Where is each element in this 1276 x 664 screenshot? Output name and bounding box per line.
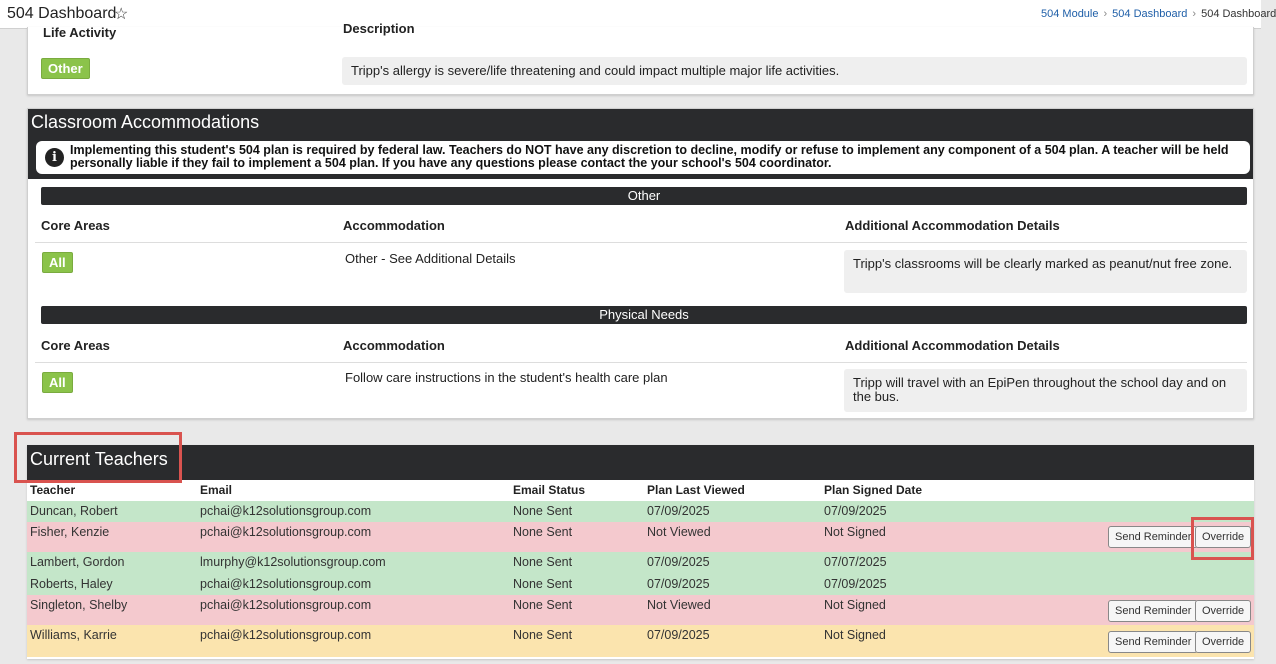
- send-reminder-button[interactable]: Send Reminder: [1108, 631, 1198, 653]
- teacher-name: Williams, Karrie: [30, 628, 117, 642]
- core-area-badge: All: [42, 372, 73, 393]
- override-button-highlight: [1191, 517, 1254, 560]
- description-header: Description: [343, 21, 415, 36]
- teacher-email: pchai@k12solutionsgroup.com: [200, 525, 372, 539]
- teacher-name: Fisher, Kenzie: [30, 525, 110, 539]
- teachers-header: [27, 445, 1254, 480]
- email-status-column-header: Email Status: [513, 483, 586, 497]
- accommodation-text: Follow care instructions in the student's health care plan: [345, 370, 668, 385]
- email-status: None Sent: [513, 555, 573, 569]
- table-row: [27, 522, 1254, 552]
- override-button[interactable]: Override: [1195, 526, 1251, 548]
- page-title: 504 Dashboard: [7, 5, 117, 22]
- breadcrumb-504-module[interactable]: 504 Module: [1041, 8, 1099, 20]
- override-button[interactable]: Override: [1195, 631, 1251, 653]
- email-status: None Sent: [513, 598, 573, 612]
- send-reminder-button[interactable]: Send Reminder: [1108, 526, 1198, 548]
- core-areas-header: Core Areas: [41, 338, 110, 353]
- teachers-title: Current Teachers: [30, 449, 168, 469]
- plan-last-viewed: 07/09/2025: [647, 504, 710, 518]
- section-bar-physical-needs: Physical Needs: [41, 306, 1247, 324]
- plan-signed-date: Not Signed: [824, 628, 886, 642]
- plan-signed-date: 07/09/2025: [824, 577, 887, 591]
- core-areas-header: Core Areas: [41, 218, 110, 233]
- current-teachers-panel: [27, 445, 1254, 659]
- teacher-email: pchai@k12solutionsgroup.com: [200, 504, 372, 518]
- classroom-accommodations-panel: [27, 108, 1254, 419]
- teacher-name: Roberts, Haley: [30, 577, 113, 591]
- details-header: Additional Accommodation Details: [845, 218, 1060, 233]
- accommodation-text: Other - See Additional Details: [345, 251, 516, 266]
- breadcrumb-504-dashboard[interactable]: 504 Dashboard: [1112, 8, 1188, 20]
- accommodations-title: Classroom Accommodations: [31, 112, 260, 132]
- teacher-email: pchai@k12solutionsgroup.com: [200, 628, 372, 642]
- teacher-email: lmurphy@k12solutionsgroup.com: [200, 555, 386, 569]
- override-button[interactable]: Override: [1195, 600, 1251, 622]
- table-row: [27, 501, 1254, 522]
- plan-signed-date: Not Signed: [824, 525, 886, 539]
- teacher-email: pchai@k12solutionsgroup.com: [200, 577, 372, 591]
- breadcrumb-current: 504 Dashboard: [1201, 8, 1276, 20]
- legal-notice: [36, 141, 1250, 174]
- plan-signed-date: 07/09/2025: [824, 504, 887, 518]
- chevron-right-icon: ›: [1192, 8, 1197, 20]
- accommodation-header: Accommodation: [343, 218, 445, 233]
- plan-signed-date: 07/07/2025: [824, 555, 887, 569]
- send-reminder-button[interactable]: Send Reminder: [1108, 600, 1198, 622]
- plan-last-viewed: Not Viewed: [647, 598, 711, 612]
- teacher-name: Singleton, Shelby: [30, 598, 128, 612]
- accommodation-header: Accommodation: [343, 338, 445, 353]
- details-header: Additional Accommodation Details: [845, 338, 1060, 353]
- section-bar-other: Other: [41, 187, 1247, 205]
- teacher-email: pchai@k12solutionsgroup.com: [200, 598, 372, 612]
- life-activity-header: Life Activity: [43, 25, 117, 40]
- info-icon: i: [45, 148, 64, 167]
- plan-signed-date-column-header: Plan Signed Date: [824, 483, 923, 497]
- current-teachers-highlight: [14, 432, 182, 483]
- email-status: None Sent: [513, 628, 573, 642]
- plan-last-viewed-column-header: Plan Last Viewed: [647, 483, 745, 497]
- teachers-table-header: [27, 483, 1254, 500]
- plan-last-viewed: Not Viewed: [647, 525, 711, 539]
- accommodation-details: Tripp will travel with an EpiPen throughout the school day and on the bus.: [844, 369, 1247, 412]
- email-column-header: Email: [200, 483, 233, 497]
- table-row: [27, 625, 1254, 657]
- accommodation-details: Tripp's classrooms will be clearly marked as peanut/nut free zone.: [844, 250, 1247, 293]
- table-row: [27, 552, 1254, 574]
- email-status: None Sent: [513, 504, 573, 518]
- star-icon[interactable]: ☆: [114, 6, 129, 23]
- core-area-badge: All: [42, 252, 73, 273]
- life-activity-badge: Other: [41, 58, 90, 79]
- plan-signed-date: Not Signed: [824, 598, 886, 612]
- table-row: [27, 574, 1254, 595]
- chevron-right-icon: ›: [1103, 8, 1108, 20]
- accommodations-header: [28, 109, 1253, 179]
- top-bar: [0, 0, 1276, 29]
- plan-last-viewed: 07/09/2025: [647, 628, 710, 642]
- teacher-name: Lambert, Gordon: [30, 555, 125, 569]
- plan-last-viewed: 07/09/2025: [647, 555, 710, 569]
- email-status: None Sent: [513, 577, 573, 591]
- plan-last-viewed: 07/09/2025: [647, 577, 710, 591]
- legal-notice-text: Implementing this student's 504 plan is required by federal law. Teachers do NOT have any discretion to decline, modify or refuse to implement any component of a 504 plan. A teacher will be held personally liable if they fail to implement a 504 plan. If you have any questions please contact the your school's 504 coordinator.: [70, 143, 1229, 170]
- breadcrumb: [1041, 8, 1276, 20]
- teacher-column-header: Teacher: [30, 483, 76, 497]
- table-row: [27, 595, 1254, 625]
- life-activity-panel: [27, 21, 1254, 95]
- email-status: None Sent: [513, 525, 573, 539]
- life-activity-description: Tripp's allergy is severe/life threatening and could impact multiple major life activities.: [342, 57, 1247, 85]
- teacher-name: Duncan, Robert: [30, 504, 118, 518]
- divider: [35, 362, 1247, 363]
- divider: [35, 242, 1247, 243]
